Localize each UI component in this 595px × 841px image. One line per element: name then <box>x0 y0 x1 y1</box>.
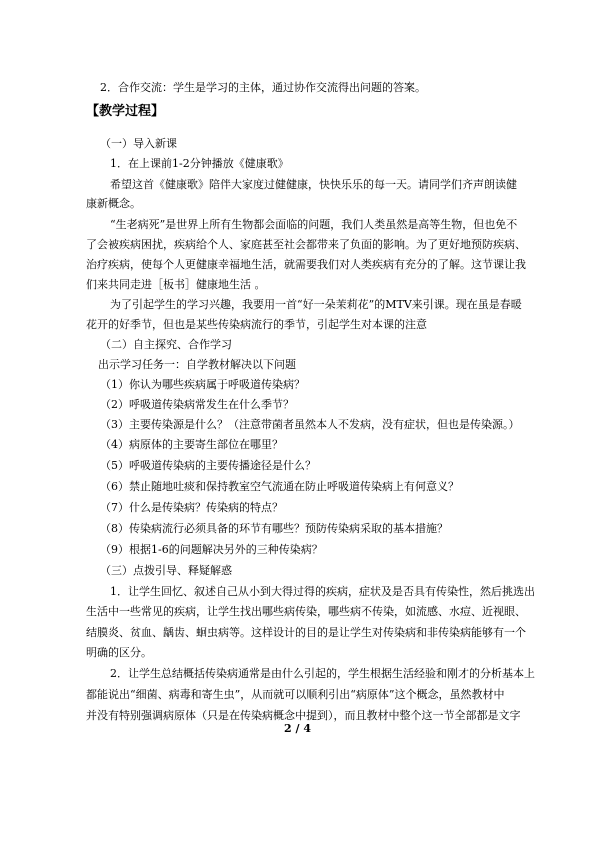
text-line: 们来共同走进［板书］健康地生活 。 <box>86 278 266 291</box>
question-item: （3）主要传染源是什么？（注意带菌者虽然本人不发病，没有症状，但也是传染源。） <box>100 418 520 431</box>
question-item: （2）呼吸道传染病常发生在什么季节？ <box>100 398 294 411</box>
text-line: 花开的好季节，但也是某些传染病流行的季节，引起学生对本课的注意 <box>86 318 427 331</box>
text-line: 希望这首《健康歌》陪伴大家度过健健康，快快乐乐的每一天。请同学们齐声朗读健 <box>110 178 517 191</box>
text-line: （三）点拨引导、释疑解惑 <box>100 564 232 577</box>
text-line: 治疗疾病，使每个人更健康幸福地生活，就需要我们对人类疾病有充分的了解。这节课让我 <box>86 258 526 271</box>
text-line: 结膜炎、贫血、龋齿、蛔虫病等。这样设计的目的是让学生对传染病和非传染病能够有一个 <box>86 626 526 639</box>
page-number: 2 / 4 <box>284 722 311 735</box>
section-heading: 【教学过程】 <box>86 104 165 119</box>
text-line: （一）导入新课 <box>100 137 177 150</box>
question-item: （6）禁止随地吐痰和保持教室空气流通在防止呼吸道传染病上有何意义？ <box>100 480 459 493</box>
text-line: 了会被疾病困扰，疾病给个人、家庭甚至社会都带来了负面的影响。为了更好地预防疾病、 <box>86 238 526 251</box>
text-line: （二）自主探究、合作学习 <box>100 338 232 351</box>
question-item: （5）呼吸道传染病的主要传播途径是什么？ <box>100 459 316 472</box>
text-line: 2．让学生总结概括传染病通常是由什么引起的，学生根据生活经验和刚才的分析基本上 <box>110 667 535 680</box>
text-line: “生老病死”是世界上所有生物都会面临的问题，我们人类虽然是高等生物，但也免不 <box>110 218 518 231</box>
text-line: 为了引起学生的学习兴趣，我要用一首“好一朵茉莉花”的MTV来引课。现在虽是春暖 <box>110 298 522 311</box>
intro-paragraph: 2．合作交流：学生是学习的主体，通过协作交流得出问题的答案。 <box>100 81 426 94</box>
question-item: （9）根据1-6的问题解决另外的三种传染病？ <box>100 543 323 556</box>
text-line: 出示学习任务一：自学教材解决以下问题 <box>98 358 296 371</box>
question-item: （7）什么是传染病？传染病的特点？ <box>100 501 283 514</box>
text-line: 1．在上课前1-2分钟播放《健康歌》 <box>110 157 289 170</box>
text-line: 都能说出“细菌、病毒和寄生虫”，从而就可以顺利引出“病原体”这个概念，虽然教材中 <box>86 688 505 701</box>
question-item: （8）传染病流行必须具备的环节有哪些？预防传染病采取的基本措施？ <box>100 522 448 535</box>
text-line: 1．让学生回忆、叙述自己从小到大得过得的疾病，症状及是否具有传染性，然后挑选出 <box>110 585 535 598</box>
text-line: 并没有特别强调病原体（只是在传染病概念中提到），而且教材中整个这一节全部都是文字 <box>86 709 521 722</box>
text-line: 康新概念。 <box>86 197 141 210</box>
text-line: 明确的区分。 <box>86 646 152 659</box>
text-line: 生活中一些常见的疾病，让学生找出哪些病传染，哪些病不传染，如流感、水痘、近视眼、 <box>86 605 526 618</box>
question-item: （1）你认为哪些疾病属于呼吸道传染病？ <box>100 378 305 391</box>
question-item: （4）病原体的主要寄生部位在哪里？ <box>100 438 283 451</box>
